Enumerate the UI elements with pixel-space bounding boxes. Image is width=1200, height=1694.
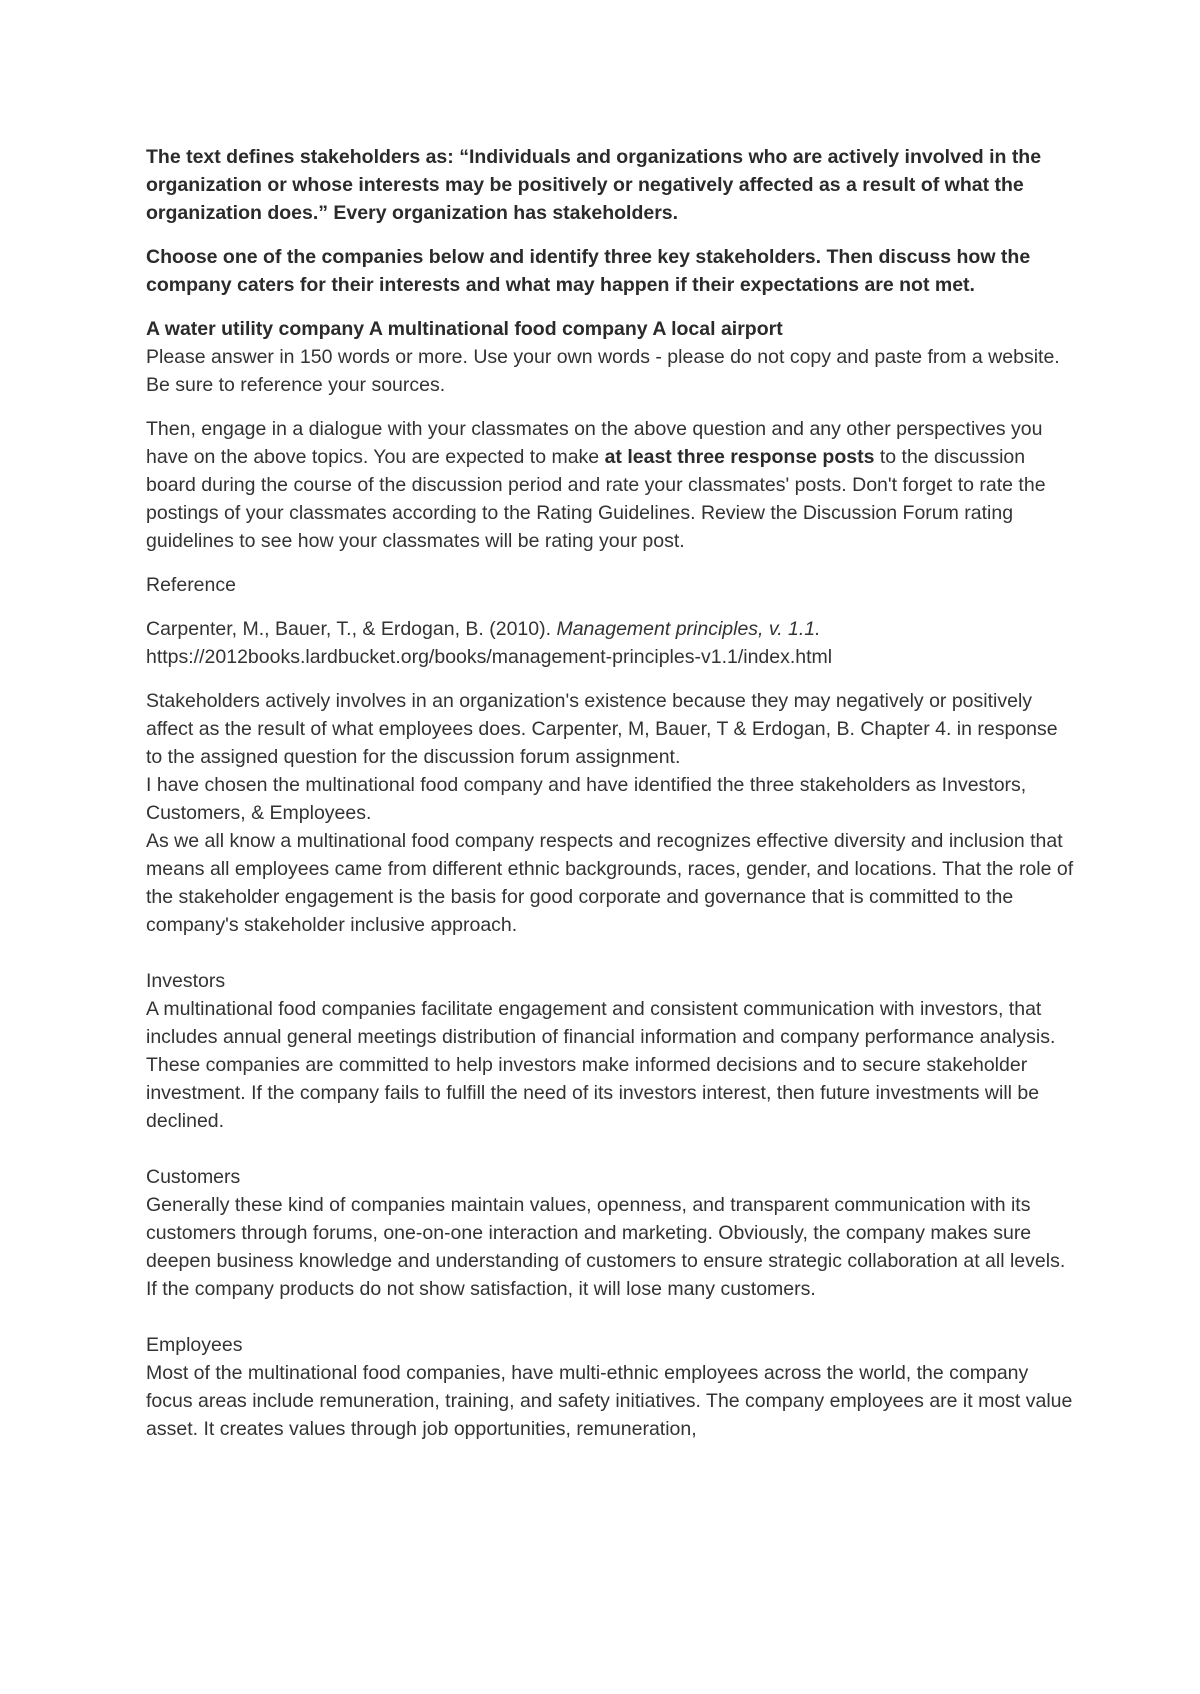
response-paragraph-3: As we all know a multinational food company respects and recognizes effective diversity and inclusion that means all employees came from different ethnic backgrounds, races, gender, and locations. That the role of the stakeholder engagement is the basis for good corporate and governance that is committed to the company's stakeholder inclusive approach. <box>146 830 1074 936</box>
employees-heading: Employees <box>146 1334 243 1356</box>
reference-title: Management principles, v. 1.1. <box>556 618 821 640</box>
dialogue-text-start: Then, engage in a dialogue with your classmates on the above question and any other perspectives you have on the above topics. You are expected to make <box>146 418 1043 468</box>
reference-authors: Carpenter, M., Bauer, T., & Erdogan, B. (2010). <box>146 618 557 640</box>
customers-text: Generally these kind of companies maintain values, openness, and transparent communication with its customers through forums, one-on-one interaction and marketing. Obviously, the company makes sure deepen business knowledge and understanding of customers to ensure strategic collaboration at all levels. If the company products do not show satisfaction, it will lose many customers. <box>146 1194 1066 1300</box>
customers-heading: Customers <box>146 1166 241 1188</box>
document-page <box>146 143 1076 1443</box>
employees-text: Most of the multinational food companies, have multi-ethnic employees across the world, the company focus areas include remuneration, training, and safety initiatives. The company employees are it most value asset. It creates values through job opportunities, remuneration, <box>146 1362 1073 1440</box>
dialogue-instructions <box>146 415 1076 555</box>
reference-url: https://2012books.lardbucket.org/books/management-principles-v1.1/index.html <box>146 646 833 668</box>
prompt-instructions: Please answer in 150 words or more. Use your own words - please do not copy and paste from a website. Be sure to reference your sources. <box>146 346 1060 396</box>
dialogue-bold-requirement: at least three response posts <box>604 446 875 468</box>
prompt-task: Choose one of the companies below and identify three key stakeholders. Then discuss how the company caters for their interests and what may happen if their expectations are not met. <box>146 246 1031 296</box>
dialogue-text-end: to the discussion board during the course of the discussion period and rate your classmates' posts. Don't forget to rate the postings of your classmates according to the Rating Guidelines. Review the Discussion Forum rating guidelines to see how your classmates will be rating your post. <box>146 446 1046 552</box>
response-paragraph-2: I have chosen the multinational food company and have identified the three stakeholders as Investors, Customers, & Employees. <box>146 774 1027 824</box>
prompt-intro: The text defines stakeholders as: “Individuals and organizations who are actively involved in the organization or whose interests may be positively or negatively affected as a result of what the organization does.” Every organization has stakeholders. <box>146 146 1042 224</box>
company-options: A water utility company A multinational food company A local airport <box>146 318 783 340</box>
reference-heading: Reference <box>146 574 236 596</box>
response-paragraph-1: Stakeholders actively involves in an organization's existence because they may negatively or positively affect as the result of what employees does. Carpenter, M, Bauer, T & Erdogan, B. Chapter 4. in response to the assigned question for the discussion forum assignment. <box>146 690 1058 768</box>
investors-text: A multinational food companies facilitate engagement and consistent communication with investors, that includes annual general meetings distribution of financial information and company performance analysis. These companies are committed to help investors make informed decisions and to secure stakeholder investment. If the company fails to fulfill the need of its investors interest, then future investments will be declined. <box>146 998 1056 1132</box>
reference-citation <box>146 615 1076 671</box>
investors-heading: Investors <box>146 970 226 992</box>
